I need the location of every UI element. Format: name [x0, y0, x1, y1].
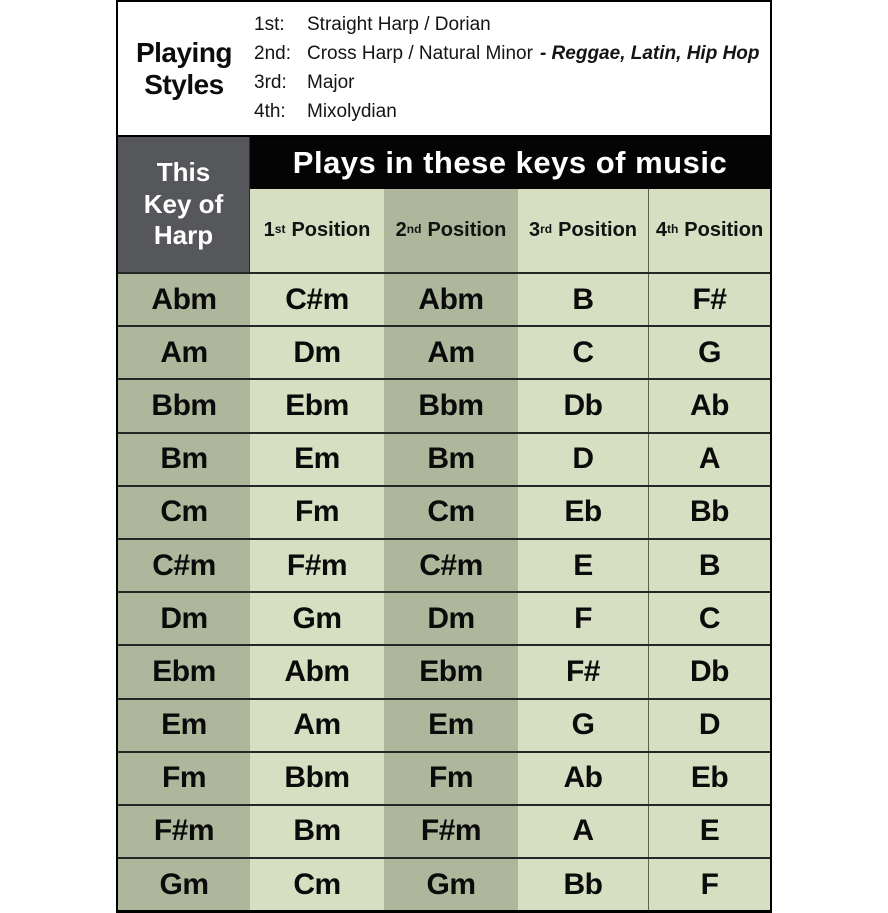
position-cell: F#m [384, 806, 518, 857]
position-cell: Dm [384, 593, 518, 644]
position-cell: Em [250, 434, 384, 485]
table-row [118, 591, 770, 644]
position-cell: Gm [250, 593, 384, 644]
position-cell: F [648, 859, 770, 910]
style-item [254, 101, 770, 123]
style-item [254, 43, 770, 65]
position-cell: Am [250, 700, 384, 751]
corner-header-line2: Key of [143, 188, 224, 219]
position-ordinal: 3 [528, 219, 541, 241]
position-cell: Fm [384, 753, 518, 804]
position-cell: Eb [518, 487, 648, 538]
position-cell: C#m [250, 274, 384, 325]
position-cell: E [518, 540, 648, 591]
position-cell: Ab [518, 753, 648, 804]
position-cell: A [648, 434, 770, 485]
harp-key-table [116, 135, 772, 913]
playing-styles-title-line1: Playing [135, 37, 233, 69]
table-row [118, 325, 770, 378]
position-cell: D [518, 434, 648, 485]
position-cell: C [518, 327, 648, 378]
position-cell: Eb [648, 753, 770, 804]
harp-key-cell: F#m [118, 806, 250, 857]
harp-key-cell: Bbm [118, 380, 250, 431]
style-ordinal: 3rd: [254, 72, 287, 93]
chart-sheet [116, 0, 772, 913]
position-cell: Db [648, 646, 770, 697]
harp-key-cell: Bm [118, 434, 250, 485]
style-ordinal: 1st: [254, 14, 285, 35]
style-description: Cross Harp / Natural Minor [307, 43, 533, 64]
harp-key-cell: Gm [118, 859, 250, 910]
position-cell: Bbm [250, 753, 384, 804]
style-item [254, 72, 770, 94]
position-ordinal: 2 [395, 219, 407, 241]
table-row [118, 485, 770, 538]
corner-header-line3: Harp [153, 220, 214, 251]
position-cell: Bm [250, 806, 384, 857]
position-label: Position [684, 219, 764, 241]
position-label: Position [427, 219, 507, 241]
position-cell: C [648, 593, 770, 644]
position-cell: Dm [250, 327, 384, 378]
style-description: Major [307, 72, 355, 93]
table-header [118, 137, 770, 272]
table-row [118, 432, 770, 485]
position-cell: Abm [384, 274, 518, 325]
position-cell: Ab [648, 380, 770, 431]
position-cell: Bbm [384, 380, 518, 431]
position-cell: Ebm [384, 646, 518, 697]
position-cell: Fm [250, 487, 384, 538]
position-cell: Bb [518, 859, 648, 910]
position-cell: Cm [250, 859, 384, 910]
table-row [118, 538, 770, 591]
table-row [118, 272, 770, 325]
position-cell: Bb [648, 487, 770, 538]
corner-header [118, 137, 250, 272]
table-banner: Plays in these keys of music [250, 137, 770, 189]
position-cell: A [518, 806, 648, 857]
position-cell: F# [648, 274, 770, 325]
position-cell: Ebm [250, 380, 384, 431]
position-cell: Am [384, 327, 518, 378]
harp-key-cell: Cm [118, 487, 250, 538]
position-ordinal: 4 [655, 219, 667, 241]
playing-styles-list [250, 14, 770, 123]
position-cell: F#m [250, 540, 384, 591]
table-row [118, 644, 770, 697]
style-ordinal: 2nd: [254, 43, 291, 64]
position-cell: E [648, 806, 770, 857]
table-row [118, 804, 770, 857]
table-body [118, 272, 770, 910]
playing-styles-title [118, 37, 250, 100]
position-cell: G [518, 700, 648, 751]
position-cell: F [518, 593, 648, 644]
harp-key-cell: Ebm [118, 646, 250, 697]
position-cell: Em [384, 700, 518, 751]
style-ordinal: 4th: [254, 101, 286, 122]
playing-styles-panel [116, 0, 772, 135]
position-header-1: 1 $^{st}$ Position [250, 189, 384, 272]
position-cell: B [648, 540, 770, 591]
table-row [118, 698, 770, 751]
position-cell: Db [518, 380, 648, 431]
style-description: Mixolydian [307, 101, 397, 122]
table-row [118, 857, 770, 910]
position-cell: Gm [384, 859, 518, 910]
position-label: Position [291, 219, 371, 241]
harp-key-cell: Abm [118, 274, 250, 325]
style-description: Straight Harp / Dorian [307, 14, 491, 35]
position-cell: C#m [384, 540, 518, 591]
harp-key-cell: Am [118, 327, 250, 378]
style-item [254, 14, 770, 36]
style-genres: - Reggae, Latin, Hip Hop [539, 43, 760, 64]
position-header-3: 3 $^{rd}$ Position [518, 189, 648, 272]
table-row [118, 378, 770, 431]
position-cell: B [518, 274, 648, 325]
position-cell: Cm [384, 487, 518, 538]
position-header-2: 2 $^{nd}$ Position [384, 189, 518, 272]
position-cell: Abm [250, 646, 384, 697]
position-header-4: 4 $^{th}$ Position [648, 189, 770, 272]
position-cell: F# [518, 646, 648, 697]
harp-key-cell: Dm [118, 593, 250, 644]
position-cell: D [648, 700, 770, 751]
position-cell: G [648, 327, 770, 378]
position-cell: Bm [384, 434, 518, 485]
playing-styles-title-line2: Styles [144, 68, 224, 100]
harp-key-cell: C#m [118, 540, 250, 591]
position-label: Position [558, 219, 637, 241]
table-row [118, 751, 770, 804]
harp-key-cell: Fm [118, 753, 250, 804]
harp-key-cell: Em [118, 700, 250, 751]
corner-header-line1: This [156, 156, 211, 187]
position-ordinal: 1 [263, 219, 275, 241]
